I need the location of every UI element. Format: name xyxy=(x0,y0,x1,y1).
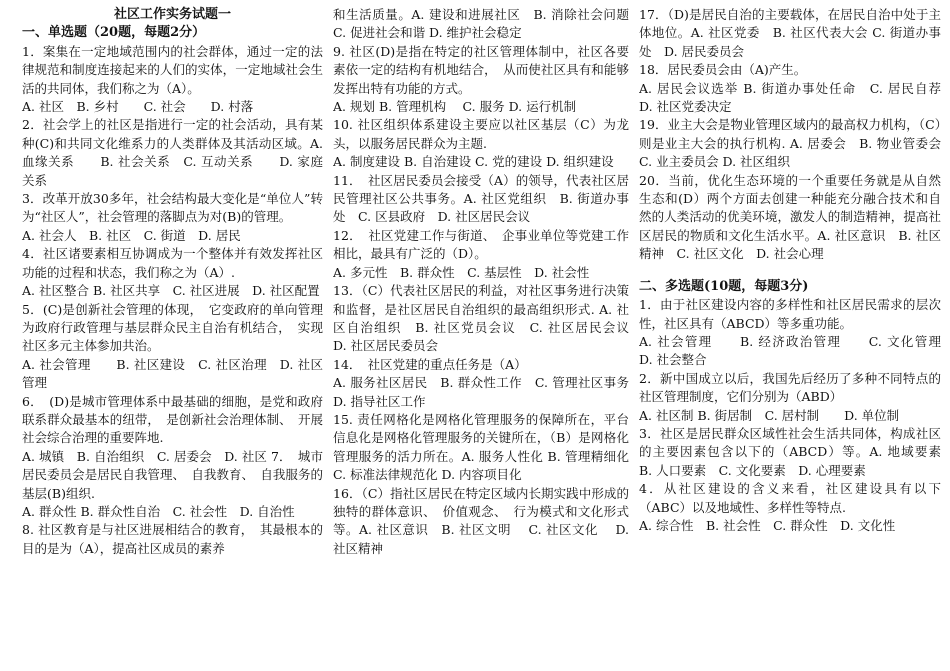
question-options: A. 社区 B. 乡村 C. 社会 D. 村落 xyxy=(22,99,254,115)
question-text: 10. 社区组织体系建设主要应以社区基层（C）为龙头，以服务居民群众为主题. xyxy=(333,117,629,151)
question-text: 19．业主大会是物业管理区域内的最高权力机构，（C）则是业主大会的执行机构. A. 居委会 B. 物业管委会 C. 业主委员会 D. 社区组织 xyxy=(639,117,941,170)
question-options: A. 社区制 B. 街居制 C. 居村制 D. 单位制 xyxy=(639,407,900,423)
question-text: 6． (D)是城市管理体系中最基础的细胞，是党和政府联系群众最基本的纽带， 是创新社会治理体制、 开展社会综合治理的重要阵地. xyxy=(22,393,323,446)
exam-title: 社区工作实务试题一 xyxy=(113,7,231,22)
question-options: A. 社区整合 B. 社区共享 C. 社区进展 D. 社区配置 xyxy=(22,283,320,299)
question-options: A. 规划 B. 管理机构 C. 服务 D. 运行机制 xyxy=(333,99,577,115)
question-options: A. 居民会议选举 B. 街道办事处任命 C. 居民自荐 D. 社区党委决定 xyxy=(639,80,941,115)
question-text: 4．社区诸要素相互协调成为一个整体并有效发挥社区功能的过程和状态，我们称之为（A）. xyxy=(22,246,323,280)
question-text: 3．改革开放30多年，社会结构最大变化是“单位人”转为“社区人”，社会管理的落脚点为对(B)的管理。 xyxy=(22,191,323,225)
question-options: A. 多元性 B. 群众性 C. 基层性 D. 社会性 xyxy=(333,264,590,280)
column-middle xyxy=(333,6,629,671)
question-text: 2．新中国成立以后，我国先后经历了多种不同特点的社区管理制度，它们分别为（ABD） xyxy=(639,370,941,405)
question-text: 13．（C）代表社区居民的利益，对社区事务进行决策和监督，是社区居民自治组织的最高组织形式. A. 社区自治组织 B. 社区党员会议 C. 社区居民会议 D. 社区居民委员会 xyxy=(333,283,629,354)
question-options: A. 群众性 B. 群众性自治 C. 社会性 D. 自治性 xyxy=(22,503,295,519)
question-options: A. 社会管理 B. 经济政治管理 C. 文化管理 D. 社会整合 xyxy=(639,333,941,368)
column-right xyxy=(639,6,941,671)
question-options: A. 社会人 B. 社区 C. 街道 D. 居民 xyxy=(22,227,241,243)
question-text: 15. 责任网格化是网格化管理服务的保障所在，平台信息化是网格化管理服务的关键所在，（B）是网格化管理服务的活力所在。A. 服务人性化 B. 管理精细化 C. 标准法律规范化 D. 内容项目化 xyxy=(333,411,629,483)
question-text: 14． 社区党建的重点任务是（A） xyxy=(333,356,527,372)
question-text: 18．居民委员会由（A)产生。 xyxy=(639,62,807,78)
question-text: 9. 社区(D)是指在特定的社区管理体制中，社区各要素依一定的结构有机地结合， 从而使社区具有和能够发挥出特有功能的方式。 xyxy=(333,43,629,96)
question-text: 1．案集在一定地域范围内的社会群体，通过一定的法律规范和制度连接起来的人们的实体，一定地域社会生活的共同体，我们称之为（A）。 xyxy=(22,43,323,96)
question-text: 4．从社区建设的含义来看，社区建设具有以下（ABC）以及地域性、多样性等特点. xyxy=(639,481,941,515)
question-text: 3．社区是居民群众区域性社会生活共同体，构成社区的主要因素包含以下的（ABCD）等。A. 地域要素 B. 人口要素 C. 文化要素 D. 心理要素 xyxy=(639,425,941,478)
section-single-choice-heading: 一、单选题（20题，每题2分） xyxy=(22,25,206,41)
question-text: 1．由于社区建设内容的多样性和社区居民需求的层次性，社区具有（ABCD）等多重功能。 xyxy=(639,297,941,331)
question-text: 和生活质量。A. 建设和进展社区 B. 消除社会问题 C. 促进社会和谐 D. 维护社会稳定 xyxy=(333,7,629,41)
section-multiple-choice-heading: 二、多选题(10题，每题3分) xyxy=(639,278,809,294)
column-left xyxy=(6,6,323,671)
question-text: 11． 社区居民委员会接受（A）的领导，代表社区居民管理社区公共事务。A. 社区党组织 B. 街道办事处 C. 区县政府 D. 社区居民会议 xyxy=(333,172,629,225)
question-text: 8. 社区教育是与社区进展相结合的教育， 其最根本的目的是为（A），提高社区成员的素养 xyxy=(22,522,323,556)
question-text: A. 城镇 B. 自治组织 C. 居委会 D. 社区 7． 城市居民委员会是居民自我管理、 自我教育、 自我服务的基层(B)组织. xyxy=(22,448,323,501)
question-options: A. 社会管理 B. 社区建设 C. 社区治理 D. 社区管理 xyxy=(22,356,323,391)
section-spacer xyxy=(639,264,941,278)
question-options: A. 综合性 B. 社会性 C. 群众性 D. 文化性 xyxy=(639,517,896,533)
question-options: A. 制度建设 B. 自治建设 C. 党的建设 D. 组织建设 xyxy=(333,154,614,170)
question-text: 5．(C)是创新社会管理的体现， 它变政府的单向管理为政府行政管理与基层群众民主自治有机结合， 实现社区多元主体参加共治。 xyxy=(22,301,323,354)
question-options: A. 服务社区居民 B. 群众性工作 C. 管理社区事务 D. 指导社区工作 xyxy=(333,375,629,409)
question-text: 16．（C）指社区居民在特定区域内长期实践中形成的独特的群体意识、 价值观念、 行为模式和文化形式等。A. 社区意识 B. 社区文明 C. 社区文化 D. 社区精神 xyxy=(333,485,629,556)
question-text: 2．社会学上的社区是指进行一定的社会活动，具有某种(C)和共同文化维系力的人类群体及其活动区域。A. 血缘关系 B. 社会关系 C. 互动关系 D. 家庭关系 xyxy=(22,117,323,188)
question-text: 20．当前，优化生态环境的一个重要任务就是从自然生态和(D）两个方面去创建一种能充分融合技术和自然的人类活动的优美环境，激发人的制造精神，提高社区居民的物质和文化生活水平。A. 社区意识 B. 社区精神 C. 社区文化 D. 社会心理 xyxy=(639,172,941,262)
question-text: 17．（D)是居民自治的主要载体，在居民自治中处于主体地位。A. 社区党委 B. 社区代表大会 C. 街道办事处 D. 居民委员会 xyxy=(639,7,941,59)
question-text: 12． 社区党建工作与街道、 企事业单位等党建工作相比，最具有广泛的（D）。 xyxy=(333,227,629,262)
